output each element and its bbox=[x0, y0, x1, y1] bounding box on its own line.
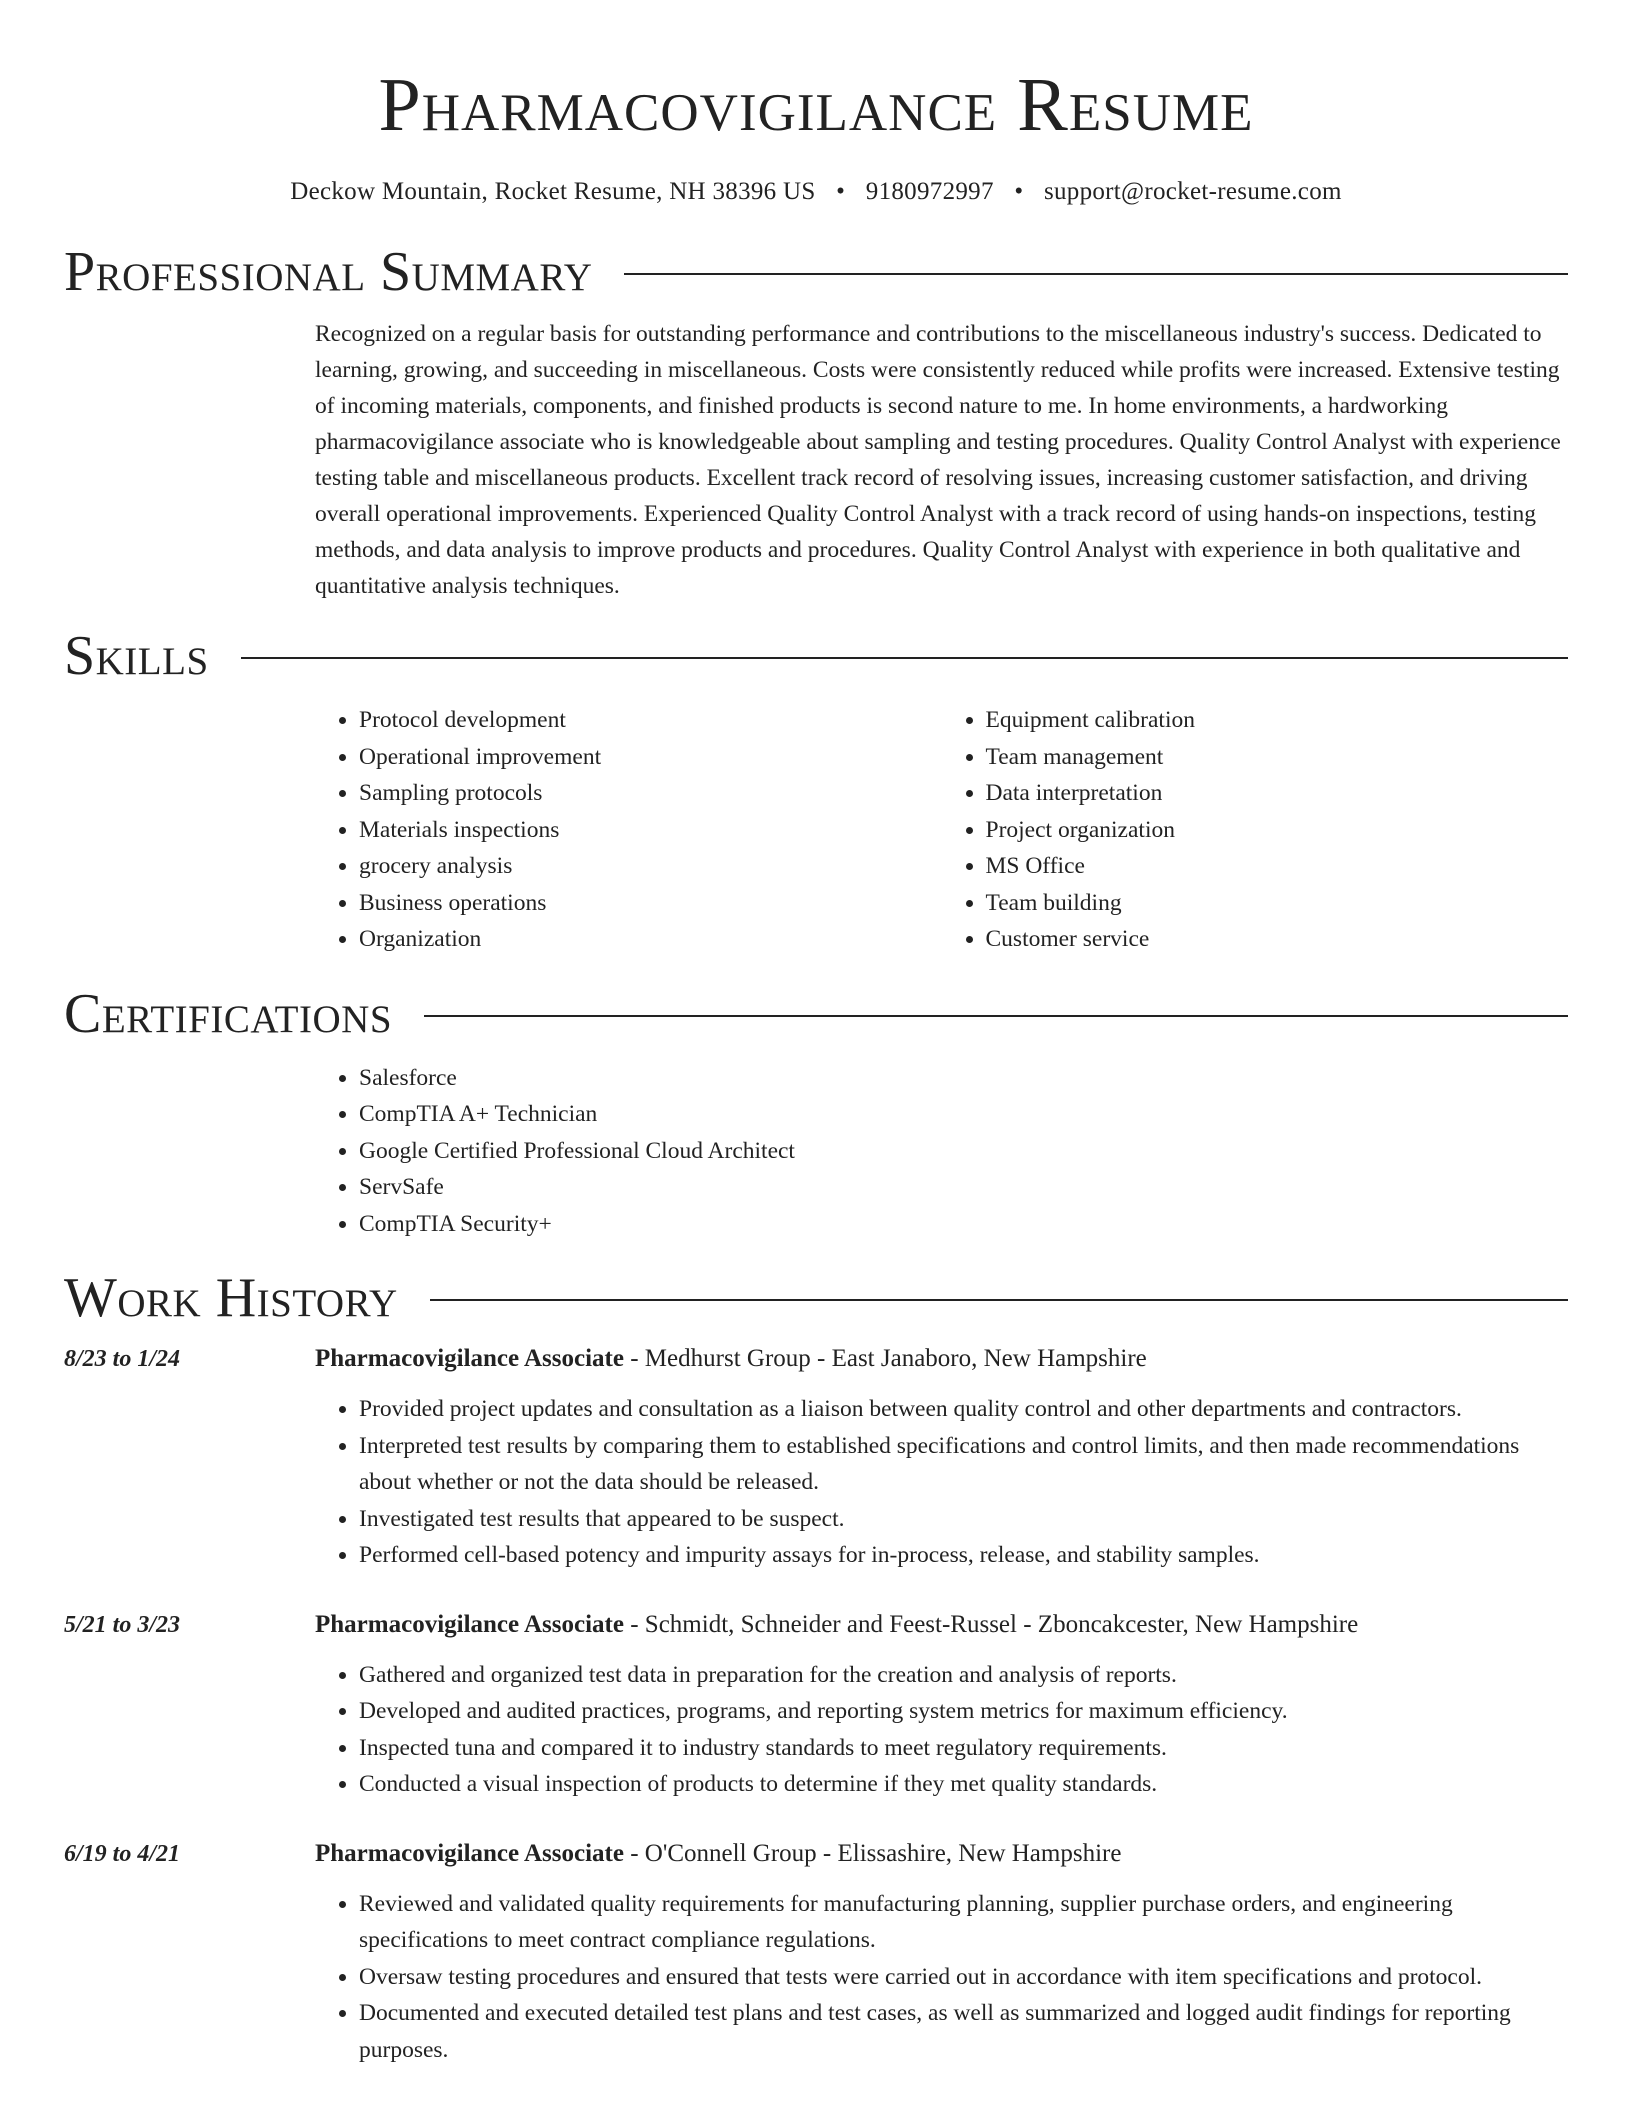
skill-item: • Materials inspections bbox=[359, 812, 942, 849]
job-title: Pharmacovigilance Associate bbox=[315, 1839, 624, 1867]
job-bullet: • Documented and executed detailed test plans and test cases, as well as summarized and logged audit findings for reporting purposes. bbox=[359, 1995, 1568, 2068]
summary-content bbox=[315, 316, 1568, 604]
certification-item: • CompTIA A+ Technician bbox=[359, 1096, 1568, 1133]
skills-grid bbox=[315, 702, 1568, 958]
contact-address: Deckow Mountain, Rocket Resume, NH 38396 US bbox=[290, 178, 816, 205]
contact-phone: 9180972997 bbox=[865, 178, 994, 205]
contact-separator: • bbox=[836, 178, 846, 205]
job-header bbox=[315, 1342, 1568, 1376]
contact-separator: • bbox=[1014, 178, 1024, 205]
certification-item: • Google Certified Professional Cloud Architect bbox=[359, 1133, 1568, 1170]
skills-heading: Skills bbox=[64, 625, 209, 687]
job-company-location: - Schmidt, Schneider and Feest-Russel - Zboncakcester, New Hampshire bbox=[623, 1610, 1359, 1638]
skill-item: • Data interpretation bbox=[986, 775, 1569, 812]
section-divider bbox=[430, 1299, 1568, 1301]
skills-list-right bbox=[942, 702, 1569, 958]
section-divider bbox=[624, 273, 1568, 275]
job-entry bbox=[64, 1342, 1568, 1574]
job-dates: 5/21 to 3/23 bbox=[64, 1611, 181, 1638]
summary-heading: Professional Summary bbox=[64, 241, 593, 303]
job-bullet: • Developed and audited practices, programs, and reporting system metrics for maximum efficiency. bbox=[359, 1693, 1568, 1730]
certification-item: • Salesforce bbox=[359, 1060, 1568, 1097]
job-bullet: • Provided project updates and consultation as a liaison between quality control and other departments and contractors. bbox=[359, 1391, 1568, 1428]
job-bullet: • Oversaw testing procedures and ensured that tests were carried out in accordance with item specifications and protocol. bbox=[359, 1959, 1568, 1996]
work-heading: Work History bbox=[64, 1267, 398, 1329]
job-bullets bbox=[315, 1657, 1568, 1803]
skill-item: • Project organization bbox=[986, 812, 1569, 849]
skill-item: • Organization bbox=[359, 921, 942, 958]
job-dates: 8/23 to 1/24 bbox=[64, 1346, 181, 1372]
skill-item: • Protocol development bbox=[359, 702, 942, 739]
work-history-list bbox=[64, 1342, 1568, 2068]
certifications-content bbox=[315, 1060, 1568, 1243]
job-body bbox=[315, 1837, 1568, 2069]
job-header bbox=[315, 1608, 1568, 1642]
skill-item: • grocery analysis bbox=[359, 848, 942, 885]
skill-item: • Customer service bbox=[986, 921, 1569, 958]
summary-text: Recognized on a regular basis for outstanding performance and contributions to the miscellaneous industry's success. Dedicated to learning, growing, and succeeding in miscellaneous. Costs were consistently reduced while profits were increased. Extensive testing of incoming materials, components, and finished products is second nature to me. In home environments, a hardworking pharmacovigilance associate who is knowledgeable about sampling and testing procedures. Quality Control Analyst with experience testing table and miscellaneous products. Excellent track record of resolving issues, increasing customer satisfaction, and driving overall operational improvements. Experienced Quality Control Analyst with a track record of using hands-on inspections, testing methods, and data analysis to improve products and procedures. Quality Control Analyst with experience in both qualitative and quantitative analysis techniques. bbox=[315, 321, 1561, 599]
job-bullet: • Investigated test results that appeared to be suspect. bbox=[359, 1501, 1568, 1538]
job-body bbox=[315, 1342, 1568, 1574]
job-title: Pharmacovigilance Associate bbox=[315, 1610, 624, 1638]
skill-item: • Equipment calibration bbox=[986, 702, 1569, 739]
job-bullet: • Interpreted test results by comparing them to established specifications and control limits, and then made recommendations about whether or not the data should be released. bbox=[359, 1428, 1568, 1501]
skill-item: • Business operations bbox=[359, 885, 942, 922]
job-company-location: - Medhurst Group - East Janaboro, New Hampshire bbox=[623, 1345, 1147, 1372]
skill-item: • Sampling protocols bbox=[359, 775, 942, 812]
skill-item: • MS Office bbox=[986, 848, 1569, 885]
job-bullet: • Conducted a visual inspection of products to determine if they met quality standards. bbox=[359, 1766, 1568, 1803]
work-section-header bbox=[64, 1266, 1568, 1330]
job-entry bbox=[64, 1608, 1568, 1803]
job-bullet: • Reviewed and validated quality requirements for manufacturing planning, supplier purchase orders, and engineering specifications to meet contract compliance regulations. bbox=[359, 1886, 1568, 1959]
certification-item: • CompTIA Security+ bbox=[359, 1206, 1568, 1243]
contact-line bbox=[64, 176, 1568, 208]
page-title: Pharmacovigilance Resume bbox=[378, 63, 1254, 147]
certification-item: • ServSafe bbox=[359, 1169, 1568, 1206]
contact-email: support@rocket-resume.com bbox=[1043, 178, 1342, 205]
certifications-section-header bbox=[64, 982, 1568, 1046]
skills-list-left bbox=[315, 702, 942, 958]
job-dates: 6/19 to 4/21 bbox=[64, 1840, 181, 1867]
job-title: Pharmacovigilance Associate bbox=[315, 1345, 624, 1372]
job-bullets bbox=[315, 1391, 1568, 1574]
skill-item: • Operational improvement bbox=[359, 739, 942, 776]
summary-section-header bbox=[64, 240, 1568, 304]
resume-page bbox=[64, 0, 1568, 2068]
skill-item: • Team building bbox=[986, 885, 1569, 922]
section-divider bbox=[424, 1015, 1568, 1017]
job-bullet: • Inspected tuna and compared it to industry standards to meet regulatory requirements. bbox=[359, 1730, 1568, 1767]
job-bullets bbox=[315, 1886, 1568, 2069]
job-bullet: • Performed cell-based potency and impurity assays for in-process, release, and stability samples. bbox=[359, 1537, 1568, 1574]
job-body bbox=[315, 1608, 1568, 1803]
section-divider bbox=[241, 657, 1568, 659]
skills-section-header bbox=[64, 624, 1568, 688]
certifications-heading: Certifications bbox=[64, 982, 393, 1045]
job-bullet: • Gathered and organized test data in preparation for the creation and analysis of reports. bbox=[359, 1657, 1568, 1694]
job-company-location: - O'Connell Group - Elissashire, New Hampshire bbox=[623, 1839, 1122, 1867]
skill-item: • Team management bbox=[986, 739, 1569, 776]
job-header bbox=[315, 1837, 1568, 1871]
job-entry bbox=[64, 1837, 1568, 2069]
certifications-list bbox=[315, 1060, 1568, 1243]
